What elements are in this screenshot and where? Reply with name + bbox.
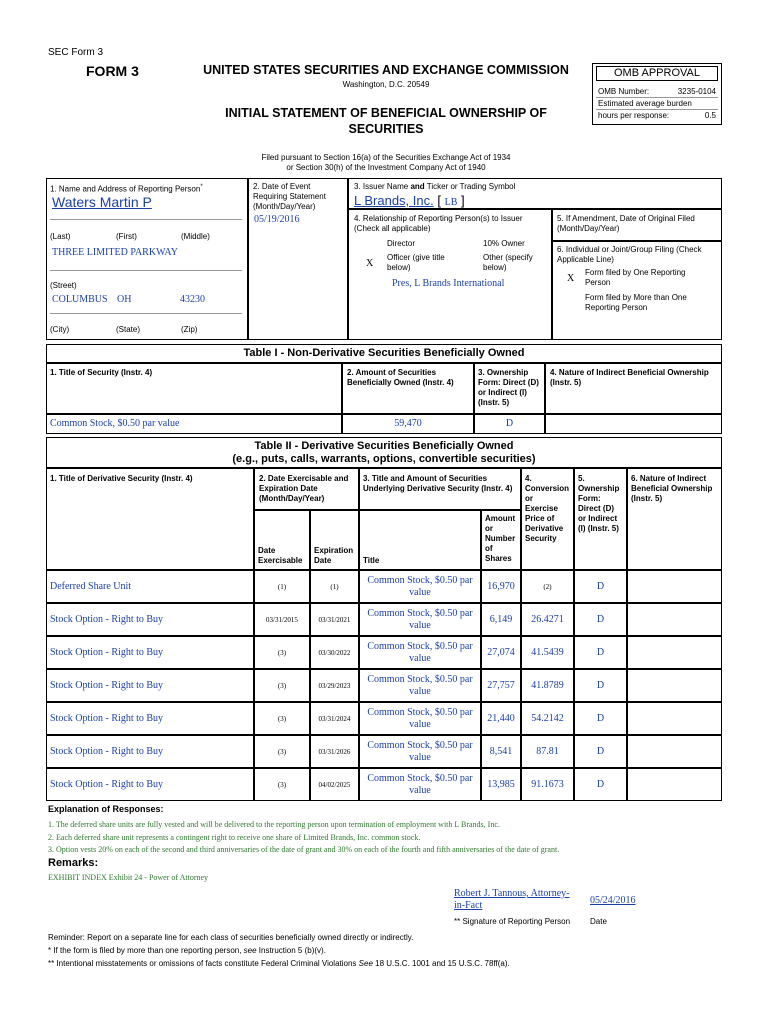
- derivative-title: Deferred Share Unit: [50, 580, 132, 592]
- t2-col2b-label-1: Expiration: [314, 546, 354, 555]
- underlying-security-line2: value: [409, 652, 431, 664]
- underlying-security-line1: Common Stock, $0.50 par: [367, 640, 473, 652]
- derivative-title: Stock Option - Right to Buy: [50, 778, 164, 790]
- footer-multi-person: [48, 944, 510, 957]
- underlying-security-title: [359, 669, 481, 702]
- date-exercisable: (3): [277, 714, 287, 723]
- exercise-price: 41.5439: [531, 646, 564, 658]
- t2-col2b-label: [314, 546, 353, 566]
- box6-label-1: 6. Individual or Joint/Group Filing (Check: [557, 245, 702, 254]
- box2-label-3: (Month/Day/Year): [253, 202, 316, 211]
- one-person-label-1: Form filed by One Reporting: [585, 268, 686, 277]
- table2-title-1: Table II - Derivative Securities Beneficially Owned: [254, 440, 514, 452]
- box3-label: [354, 182, 515, 192]
- underlying-security-title: [359, 570, 481, 603]
- ticker-bracket-open: [: [437, 193, 441, 208]
- last-label: (Last): [50, 232, 71, 241]
- zip-label: (Zip): [181, 325, 198, 334]
- issuer-name-link[interactable]: L Brands, Inc.: [354, 193, 434, 208]
- t1-col3-label-4: (Instr. 5): [478, 398, 510, 407]
- t1-col4-label: [550, 368, 709, 388]
- other-label-2: below): [483, 263, 507, 272]
- ten-percent-label: 10% Owner: [483, 239, 525, 248]
- t1-col1-label: 1. Title of Security (Instr. 4): [50, 368, 153, 377]
- underlying-security-title: [359, 768, 481, 801]
- underlying-security-line2: value: [409, 784, 431, 796]
- table-cell: [627, 735, 722, 768]
- t2-col3-label: [363, 474, 512, 494]
- omb-hours: 0.5: [704, 111, 716, 120]
- omb-approval-title: OMB APPROVAL: [596, 66, 718, 81]
- underlying-security-line2: value: [409, 685, 431, 697]
- table-cell: [627, 603, 722, 636]
- filed-line1: Filed pursuant to Section 16(a) of the Securities Exchange Act of 1934: [261, 153, 511, 162]
- statement-title: [188, 105, 584, 137]
- signature-label: ** Signature of Reporting Person: [454, 917, 571, 926]
- ownership-form: D: [596, 580, 605, 592]
- explanation-list: [48, 819, 559, 857]
- t1-col4-label-2: (Instr. 5): [550, 378, 582, 387]
- t2-col4-label-4: Exercise: [525, 504, 558, 513]
- filed-pursuant: [188, 153, 584, 173]
- t1-col3-label-1: 3. Ownership: [478, 368, 529, 377]
- more-persons-label: [585, 293, 687, 313]
- footer-reminder: Reminder: Report on a separate line for each class of securities beneficially owned directly or indirectly.: [48, 933, 414, 942]
- t2-col2a-label-1: Date: [258, 546, 276, 555]
- expiration-date: 03/31/2024: [318, 714, 351, 723]
- expiration-date: (1): [330, 582, 339, 591]
- t1-col3-label: [478, 368, 539, 408]
- box5-label-1: 5. If Amendment, Date of Original Filed: [557, 214, 695, 223]
- derivative-title: Stock Option - Right to Buy: [50, 712, 164, 724]
- form-title: FORM 3: [86, 63, 139, 79]
- box5-label: [557, 214, 695, 234]
- underlying-security-line2: value: [409, 751, 431, 763]
- date-label: Date: [590, 917, 607, 926]
- zip-value: 43230: [180, 294, 205, 305]
- omb-number: 3235-0104: [677, 87, 716, 96]
- officer-title: Pres, L Brands International: [392, 278, 505, 289]
- t1-col2-label: [347, 368, 454, 388]
- derivative-title: Stock Option - Right to Buy: [50, 679, 164, 691]
- number-of-shares: 16,970: [487, 580, 515, 592]
- footer-line2-post: Instruction 5 (b)(v).: [256, 946, 326, 955]
- number-of-shares: 8,541: [489, 745, 513, 757]
- box1-label-text: 1. Name and Address of Reporting Person: [50, 184, 201, 194]
- footer-violations: [48, 957, 510, 970]
- one-person-label: [585, 268, 686, 288]
- t2-col5-label-2: Ownership: [578, 484, 620, 493]
- t1-col2-label-2: Beneficially Owned (Instr. 4): [347, 378, 454, 387]
- footer-notes: [48, 931, 510, 970]
- signature-name-2: in-Fact: [454, 900, 483, 911]
- explanation-item-3: 3. Option vests 20% on each of the second and third anniversaries of the date of grant and 30% on each of the fourth and fifth anniversaries of the date of grant.: [48, 845, 560, 854]
- box4-label-1: 4. Relationship of Reporting Person(s) to Issuer: [354, 214, 523, 223]
- street-label: (Street): [50, 281, 77, 290]
- box3-label-post: Ticker or Trading Symbol: [424, 182, 516, 191]
- city-label: (City): [50, 325, 70, 334]
- t2-col4-label-5: Price of: [525, 514, 555, 523]
- signature-name-1: Robert J. Tannous, Attorney-: [454, 888, 570, 899]
- underlying-security-line2: value: [409, 619, 431, 631]
- statement-title-line2: SECURITIES: [348, 122, 424, 136]
- t2-col5-label-3: Form:: [578, 494, 601, 503]
- number-of-shares: 13,985: [487, 778, 515, 790]
- ownership-form: D: [596, 646, 605, 658]
- one-person-checkmark[interactable]: X: [567, 273, 575, 284]
- t2-col3b-label-5: Shares: [485, 554, 512, 563]
- state-value: OH: [117, 294, 132, 305]
- t1-col3-label-2: Form: Direct (D): [478, 378, 539, 387]
- exercise-price: 87.81: [536, 745, 559, 757]
- number-of-shares: 27,757: [487, 679, 515, 691]
- expiration-date: 03/31/2021: [318, 615, 351, 624]
- officer-label-2: below): [387, 263, 411, 272]
- t2-col6-label-2: Beneficial Ownership: [631, 484, 713, 493]
- footer-line2-pre: * If the form is filed by more than one reporting person,: [48, 946, 244, 955]
- t2-col2-label-3: (Month/Day/Year): [259, 494, 325, 503]
- commission-title: UNITED STATES SECURITIES AND EXCHANGE COMMISSION: [203, 63, 569, 77]
- number-of-shares: 6,149: [489, 613, 513, 625]
- table-cell: [627, 570, 722, 603]
- location: Washington, D.C. 20549: [342, 80, 430, 89]
- exercise-price: 91.1673: [531, 778, 564, 790]
- t2-col6-label-3: (Instr. 5): [631, 494, 663, 503]
- t2-col3b-label-1: Amount: [485, 514, 516, 523]
- t1-col2-label-1: 2. Amount of Securities: [347, 368, 437, 377]
- sec-form-label: SEC Form 3: [48, 47, 104, 58]
- date-exercisable: 03/31/2015: [266, 615, 298, 624]
- underlying-security-line1: Common Stock, $0.50 par: [367, 739, 473, 751]
- street-value: THREE LIMITED PARKWAY: [52, 247, 178, 258]
- remarks-title: Remarks:: [48, 857, 99, 869]
- t1-security-title: Common Stock, $0.50 par value: [50, 418, 180, 429]
- date-exercisable: (3): [277, 648, 287, 657]
- issuer-line: [354, 193, 465, 210]
- date-of-event-value: 05/19/2016: [254, 214, 300, 225]
- statement-title-line1: INITIAL STATEMENT OF BENEFICIAL OWNERSHIP OF: [225, 106, 547, 120]
- t2-col5-label: [578, 474, 619, 534]
- t2-col3b-label-4: of: [485, 544, 493, 553]
- t2-col4-label-6: Derivative: [525, 524, 564, 533]
- more-persons-label-1: Form filed by More than One: [585, 293, 687, 302]
- underlying-security-line2: value: [409, 718, 431, 730]
- ticker-bracket-close: ]: [461, 193, 465, 208]
- exercise-price: 41.8789: [531, 679, 564, 691]
- box4-label-2: (Check all applicable): [354, 224, 431, 233]
- box5-label-2: (Month/Day/Year): [557, 224, 620, 233]
- box2-label-2: Requiring Statement: [253, 192, 326, 201]
- footer-line3-post: 18 U.S.C. 1001 and 15 U.S.C. 78ff(a).: [372, 959, 510, 968]
- t1-col4-label-1: 4. Nature of Indirect Beneficial Ownership: [550, 368, 709, 377]
- underlying-security-line1: Common Stock, $0.50 par: [367, 772, 473, 784]
- table1-title: Table I - Non-Derivative Securities Beneficially Owned: [46, 344, 722, 363]
- table-cell: [627, 636, 722, 669]
- ownership-form: D: [596, 778, 605, 790]
- date-exercisable: (1): [277, 582, 287, 591]
- derivative-title: Stock Option - Right to Buy: [50, 745, 164, 757]
- table-cell: [545, 414, 722, 434]
- underlying-security-title: [359, 603, 481, 636]
- expiration-date: 04/02/2025: [318, 780, 351, 789]
- t1-amount: 59,470: [394, 418, 422, 429]
- t2-col5-label-5: or Indirect: [578, 514, 618, 523]
- derivative-title: Stock Option - Right to Buy: [50, 613, 164, 625]
- signature-name: [454, 888, 570, 912]
- t2-col3b-label-3: Number: [485, 534, 516, 543]
- exercise-price: 26.4271: [531, 613, 564, 625]
- box6-label-2: Applicable Line): [557, 255, 614, 264]
- first-label: (First): [116, 232, 137, 241]
- underlying-security-line1: Common Stock, $0.50 par: [367, 706, 473, 718]
- t2-col4-label-2: Conversion: [525, 484, 570, 493]
- box3-label-and: and: [410, 182, 425, 191]
- underlying-security-title: [359, 702, 481, 735]
- table2-title: [46, 437, 722, 468]
- t2-col2b-label-2: Date: [314, 556, 332, 565]
- t2-col5-label-1: 5.: [578, 474, 585, 483]
- t2-col2a-label: [258, 546, 302, 566]
- underlying-security-title: [359, 735, 481, 768]
- one-person-label-2: Person: [585, 278, 611, 287]
- ownership-form: D: [596, 712, 605, 724]
- box4-label: [354, 214, 523, 234]
- officer-checkmark[interactable]: X: [366, 258, 374, 269]
- filed-line2: or Section 30(h) of the Investment Company Act of 1940: [286, 163, 486, 172]
- other-label: [483, 253, 533, 273]
- footer-line3-pre: ** Intentional misstatements or omissions of facts constitute Federal Criminal Violations: [48, 959, 359, 968]
- t1-ownership-form: D: [505, 418, 514, 429]
- box3-label-pre: 3. Issuer Name: [354, 182, 411, 191]
- footer-line3-see: See: [358, 959, 373, 968]
- date-exercisable: (3): [277, 681, 287, 690]
- ticker-symbol: LB: [444, 197, 458, 208]
- underlying-security-line2: value: [409, 586, 431, 598]
- director-label: Director: [387, 239, 416, 248]
- explanation-item-2: 2. Each deferred share unit represents a contingent right to receive one share of Limited Brands, Inc. common stock.: [48, 832, 421, 842]
- reporting-person-name[interactable]: Waters Martin P: [52, 194, 152, 210]
- number-of-shares: 27,074: [487, 646, 515, 658]
- exercise-price: 54.2142: [531, 712, 564, 724]
- underlying-security-title: [359, 636, 481, 669]
- middle-label: (Middle): [181, 232, 210, 241]
- t2-col4-label-1: 4.: [525, 474, 532, 483]
- t2-col2-label-1: 2. Date Exercisable and: [259, 474, 349, 483]
- table-cell: [627, 768, 722, 801]
- underlying-security-line1: Common Stock, $0.50 par: [367, 574, 473, 586]
- t2-col5-label-6: (I) (Instr. 5): [578, 524, 619, 533]
- t2-col3a-label: Title: [363, 556, 380, 565]
- state-label: (State): [116, 325, 141, 334]
- t2-col1-label: 1. Title of Derivative Security (Instr. 4): [50, 474, 193, 483]
- date-exercisable: (3): [277, 780, 287, 789]
- table-cell: [627, 669, 722, 702]
- t2-col4-label-7: Security: [525, 534, 557, 543]
- underlying-security-line1: Common Stock, $0.50 par: [367, 607, 473, 619]
- box1-label: [50, 182, 203, 195]
- exercise-price: (2): [543, 582, 552, 591]
- t2-col3-label-2: Underlying Derivative Security (Instr. 4): [363, 484, 513, 493]
- t1-col3-label-3: or Indirect (I): [478, 388, 527, 397]
- expiration-date: 03/29/2023: [318, 681, 351, 690]
- box6-label: [557, 245, 702, 265]
- t2-col4-label-3: or: [525, 494, 533, 503]
- omb-hours-label: hours per response:: [598, 111, 670, 120]
- date-exercisable: (3): [277, 747, 287, 756]
- box2-label-1: 2. Date of Event: [253, 182, 311, 191]
- t2-col6-label: [631, 474, 712, 504]
- box2-label: [253, 182, 326, 212]
- remarks-text: EXHIBIT INDEX Exhibit 24 - Power of Attorney: [48, 873, 209, 882]
- more-persons-label-2: Reporting Person: [585, 303, 648, 312]
- expiration-date: 03/30/2022: [318, 648, 351, 657]
- explanation-item-1: 1. The deferred share units are fully vested and will be delivered to the reporting person upon termination of employment with L Brands, Inc.: [48, 820, 500, 829]
- omb-number-label: OMB Number:: [598, 87, 650, 96]
- t2-col2-label-2: Expiration Date: [259, 484, 318, 493]
- underlying-security-line1: Common Stock, $0.50 par: [367, 673, 473, 685]
- derivative-title: Stock Option - Right to Buy: [50, 646, 164, 658]
- t2-col5-label-4: Direct (D): [578, 504, 615, 513]
- officer-label-1: Officer (give title: [387, 253, 445, 262]
- t2-col3-label-1: 3. Title and Amount of Securities: [363, 474, 488, 483]
- expiration-date: 03/31/2026: [318, 747, 351, 756]
- footer-line2-see: see: [243, 946, 257, 955]
- ownership-form: D: [596, 613, 605, 625]
- number-of-shares: 21,440: [487, 712, 515, 724]
- ownership-form: D: [596, 745, 605, 757]
- t2-col6-label-1: 6. Nature of Indirect: [631, 474, 707, 483]
- t2-col4-label: [525, 474, 569, 544]
- table2-title-2: (e.g., puts, calls, warrants, options, convertible securities): [232, 453, 536, 465]
- explanation-title: Explanation of Responses:: [48, 804, 164, 814]
- officer-label: [387, 253, 445, 273]
- t2-col2a-label-2: Exercisable: [258, 556, 303, 565]
- box1-star: *: [200, 184, 203, 190]
- omb-burden-label: Estimated average burden: [598, 99, 692, 108]
- ownership-form: D: [596, 679, 605, 691]
- signature-date: 05/24/2016: [590, 895, 636, 906]
- table-cell: [627, 702, 722, 735]
- t2-col3b-label-2: or: [485, 524, 493, 533]
- city-value: COLUMBUS: [52, 294, 108, 305]
- t2-col2-label: [259, 474, 348, 504]
- other-label-1: Other (specify: [483, 253, 533, 262]
- t2-col3b-label: [485, 514, 515, 564]
